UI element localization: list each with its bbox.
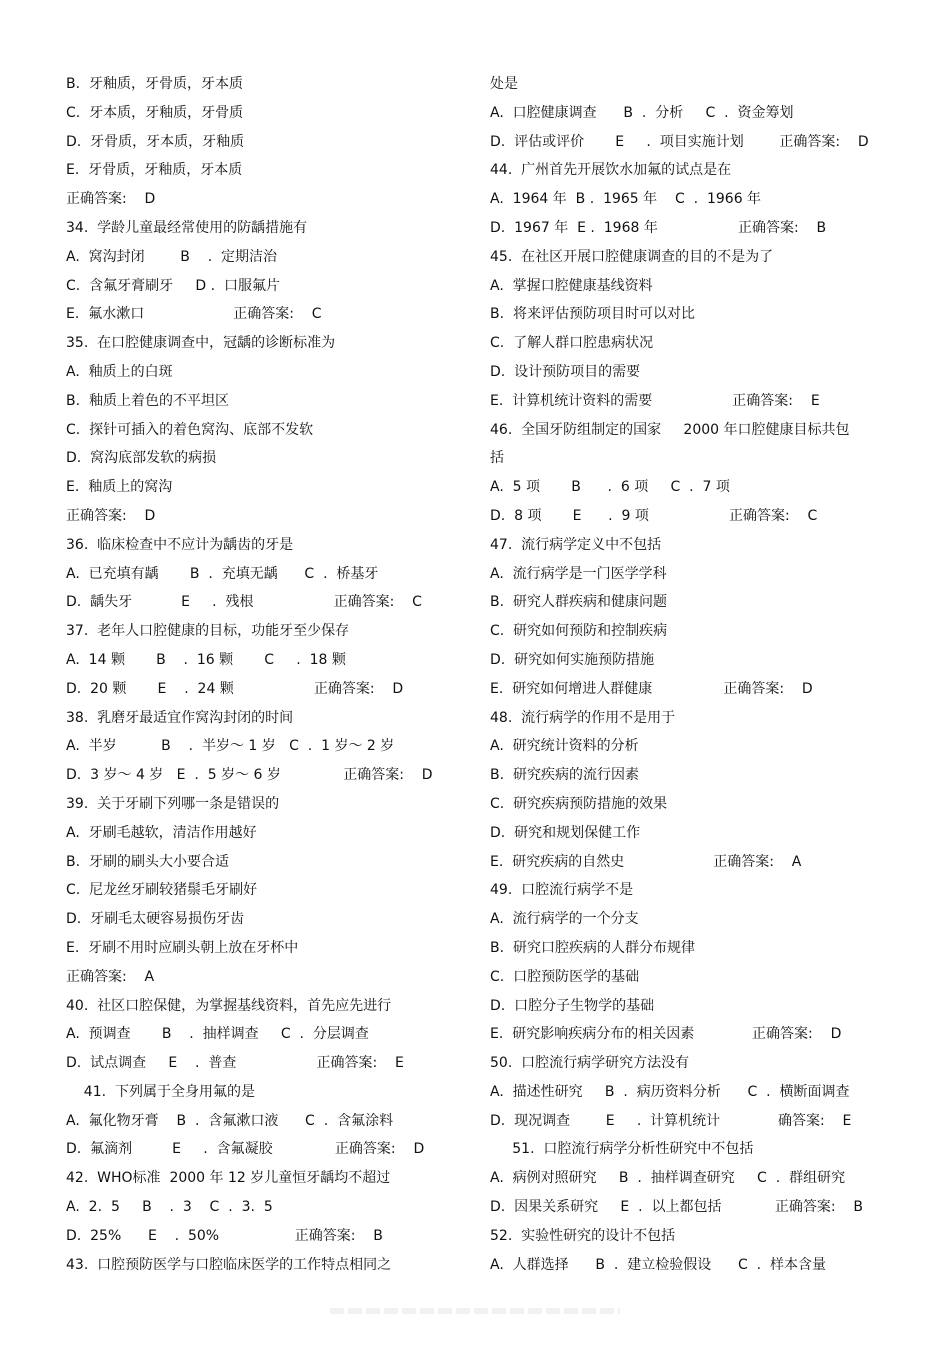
text-line: B. 研究口腔疾病的人群分布规律 bbox=[490, 939, 695, 956]
text-line: A. 2. 5 B . 3 C . 3. 5 bbox=[66, 1199, 273, 1216]
text-line: D. 研究和规划保健工作 bbox=[490, 824, 641, 841]
text-line: E. 牙骨质，牙釉质，牙本质 bbox=[66, 162, 243, 179]
text-line: 49. 口腔流行病学不是 bbox=[490, 882, 634, 899]
text-line: 39. 关于牙刷下列哪一条是错误的 bbox=[66, 795, 280, 812]
text-line: B. 将来评估预防项目时可以对比 bbox=[490, 306, 695, 323]
text-line: 46. 全国牙防组制定的国家 2000 年口腔健康目标共包 bbox=[490, 421, 850, 438]
text-line: D. 20 颗 E . 24 颗 正确答案: D bbox=[66, 680, 404, 697]
text-line: 36. 临床检查中不应计为龋齿的牙是 bbox=[66, 536, 294, 553]
text-line: C. 含氟牙膏刷牙 D . 口服氟片 bbox=[66, 277, 280, 294]
text-line: A. 病例对照研究 B . 抽样调查研究 C . 群组研究 bbox=[490, 1170, 846, 1187]
text-line: 34. 学龄儿童最经常使用的防龋措施有 bbox=[66, 219, 308, 236]
text-line: A. 口腔健康调查 B . 分析 C . 资金筹划 bbox=[490, 104, 794, 121]
text-line: 45. 在社区开展口腔健康调查的目的不是为了 bbox=[490, 248, 774, 265]
text-line: B. 釉质上着色的不平坦区 bbox=[66, 392, 229, 409]
text-line: A. 5 项 B . 6 项 C . 7 项 bbox=[490, 479, 730, 496]
text-line: B. 牙刷的刷头大小要合适 bbox=[66, 853, 229, 870]
text-line: D. 牙刷毛太硬容易损伤牙齿 bbox=[66, 911, 245, 928]
text-line: D. 研究如何实施预防措施 bbox=[490, 651, 655, 668]
text-line: 48. 流行病学的作用不是用于 bbox=[490, 709, 676, 726]
text-line: 38. 乳磨牙最适宜作窝沟封闭的时间 bbox=[66, 709, 294, 726]
text-line: D. 8 项 E . 9 项 正确答案: C bbox=[490, 507, 818, 524]
text-line: E. 釉质上的窝沟 bbox=[66, 479, 173, 496]
text-line: 41. 下列属于全身用氟的是 bbox=[66, 1083, 255, 1100]
text-line: A. 氟化物牙膏 B . 含氟漱口液 C . 含氟涂料 bbox=[66, 1112, 394, 1129]
text-line: A. 半岁 B . 半岁～ 1 岁 C . 1 岁～ 2 岁 bbox=[66, 738, 395, 755]
text-line: B. 研究人群疾病和健康问题 bbox=[490, 594, 667, 611]
text-line: D. 设计预防项目的需要 bbox=[490, 363, 641, 380]
text-line: A. 描述性研究 B . 病历资料分析 C . 横断面调查 bbox=[490, 1083, 850, 1100]
text-line: 正确答案: A bbox=[66, 968, 155, 985]
text-line: 正确答案: D bbox=[66, 507, 156, 524]
text-line: A. 流行病学的一个分支 bbox=[490, 911, 639, 928]
text-line: 51. 口腔流行病学分析性研究中不包括 bbox=[490, 1141, 754, 1158]
text-line: A. 14 颗 B . 16 颗 C . 18 颗 bbox=[66, 651, 346, 668]
text-line: D. 牙骨质，牙本质，牙釉质 bbox=[66, 133, 245, 150]
text-line: C. 研究疾病预防措施的效果 bbox=[490, 795, 668, 812]
text-line: C. 了解人群口腔患病状况 bbox=[490, 335, 654, 352]
text-line: E. 研究如何增进人群健康 正确答案: D bbox=[490, 680, 813, 697]
faint-footer-watermark bbox=[330, 1308, 620, 1314]
text-line: B. 牙釉质，牙骨质，牙本质 bbox=[66, 76, 243, 92]
text-line: C. 研究如何预防和控制疾病 bbox=[490, 623, 668, 640]
text-line: 括 bbox=[490, 450, 504, 467]
left-column bbox=[66, 70, 486, 1279]
text-line: D. 3 岁～ 4 岁 E . 5 岁～ 6 岁 正确答案: D bbox=[66, 767, 433, 784]
text-line: A. 窝沟封闭 B . 定期洁治 bbox=[66, 248, 278, 265]
text-line: C. 牙本质，牙釉质，牙骨质 bbox=[66, 104, 244, 121]
text-line: D. 1967 年 E . 1968 年 正确答案: B bbox=[490, 219, 827, 236]
text-line: 正确答案: D bbox=[66, 191, 156, 208]
text-line: 52. 实验性研究的设计不包括 bbox=[490, 1227, 676, 1244]
text-line: A. 牙刷毛越软，清洁作用越好 bbox=[66, 824, 257, 841]
text-line: D. 评估或评价 E . 项目实施计划 正确答案: D bbox=[490, 133, 869, 150]
text-line: E. 研究影响疾病分布的相关因素 正确答案: D bbox=[490, 1026, 842, 1043]
text-line: D. 氟滴剂 E . 含氟凝胶 正确答案: D bbox=[66, 1141, 425, 1158]
text-line: 35. 在口腔健康调查中，冠龋的诊断标准为 bbox=[66, 335, 336, 352]
text-line: C. 尼龙丝牙刷较猪鬃毛牙刷好 bbox=[66, 882, 258, 899]
text-line: E. 计算机统计资料的需要 正确答案: E bbox=[490, 392, 820, 409]
text-line: E. 氟水漱口 正确答案: C bbox=[66, 306, 322, 323]
text-line: 40. 社区口腔保健，为掌握基线资料，首先应先进行 bbox=[66, 997, 392, 1014]
text-line: 42. WHO标准 2000 年 12 岁儿童恒牙龋均不超过 bbox=[66, 1170, 391, 1187]
text-line: A. 预调查 B . 抽样调查 C . 分层调查 bbox=[66, 1026, 369, 1043]
text-line: D. 现况调查 E . 计算机统计 确答案: E bbox=[490, 1112, 852, 1129]
text-line: A. 人群选择 B . 建立检验假设 C . 样本含量 bbox=[490, 1256, 826, 1273]
text-line: 44. 广州首先开展饮水加氟的试点是在 bbox=[490, 162, 732, 179]
text-line: E. 牙刷不用时应刷头朝上放在牙杯中 bbox=[66, 939, 299, 956]
text-line: A. 掌握口腔健康基线资料 bbox=[490, 277, 653, 294]
text-line: A. 研究统计资料的分析 bbox=[490, 738, 639, 755]
text-line: 处是 bbox=[490, 76, 518, 92]
text-line: D. 25% E . 50% 正确答案: B bbox=[66, 1227, 383, 1244]
text-line: A. 流行病学是一门医学学科 bbox=[490, 565, 667, 582]
text-line: C. 口腔预防医学的基础 bbox=[490, 968, 640, 985]
text-line: D. 因果关系研究 E . 以上都包括 正确答案: B bbox=[490, 1199, 864, 1216]
text-line: D. 口腔分子生物学的基础 bbox=[490, 997, 655, 1014]
text-line: D. 龋失牙 E . 残根 正确答案: C bbox=[66, 594, 422, 611]
text-line: B. 研究疾病的流行因素 bbox=[490, 767, 639, 784]
text-line: A. 已充填有龋 B . 充填无龋 C . 桥基牙 bbox=[66, 565, 379, 582]
text-line: D. 试点调查 E . 普查 正确答案: E bbox=[66, 1055, 404, 1072]
text-line: D. 窝沟底部发软的病损 bbox=[66, 450, 217, 467]
text-line: 50. 口腔流行病学研究方法没有 bbox=[490, 1055, 690, 1072]
text-line: 37. 老年人口腔健康的目标，功能牙至少保存 bbox=[66, 623, 350, 640]
text-line: E. 研究疾病的自然史 正确答案: A bbox=[490, 853, 802, 870]
text-line: C. 探针可插入的着色窝沟、底部不发软 bbox=[66, 421, 314, 438]
text-line: 47. 流行病学定义中不包括 bbox=[490, 536, 662, 553]
text-line: 43. 口腔预防医学与口腔临床医学的工作特点相同之 bbox=[66, 1256, 392, 1273]
text-line: A. 釉质上的白斑 bbox=[66, 363, 173, 380]
text-line: A. 1964 年 B . 1965 年 C . 1966 年 bbox=[490, 191, 762, 208]
right-column bbox=[490, 70, 900, 1279]
